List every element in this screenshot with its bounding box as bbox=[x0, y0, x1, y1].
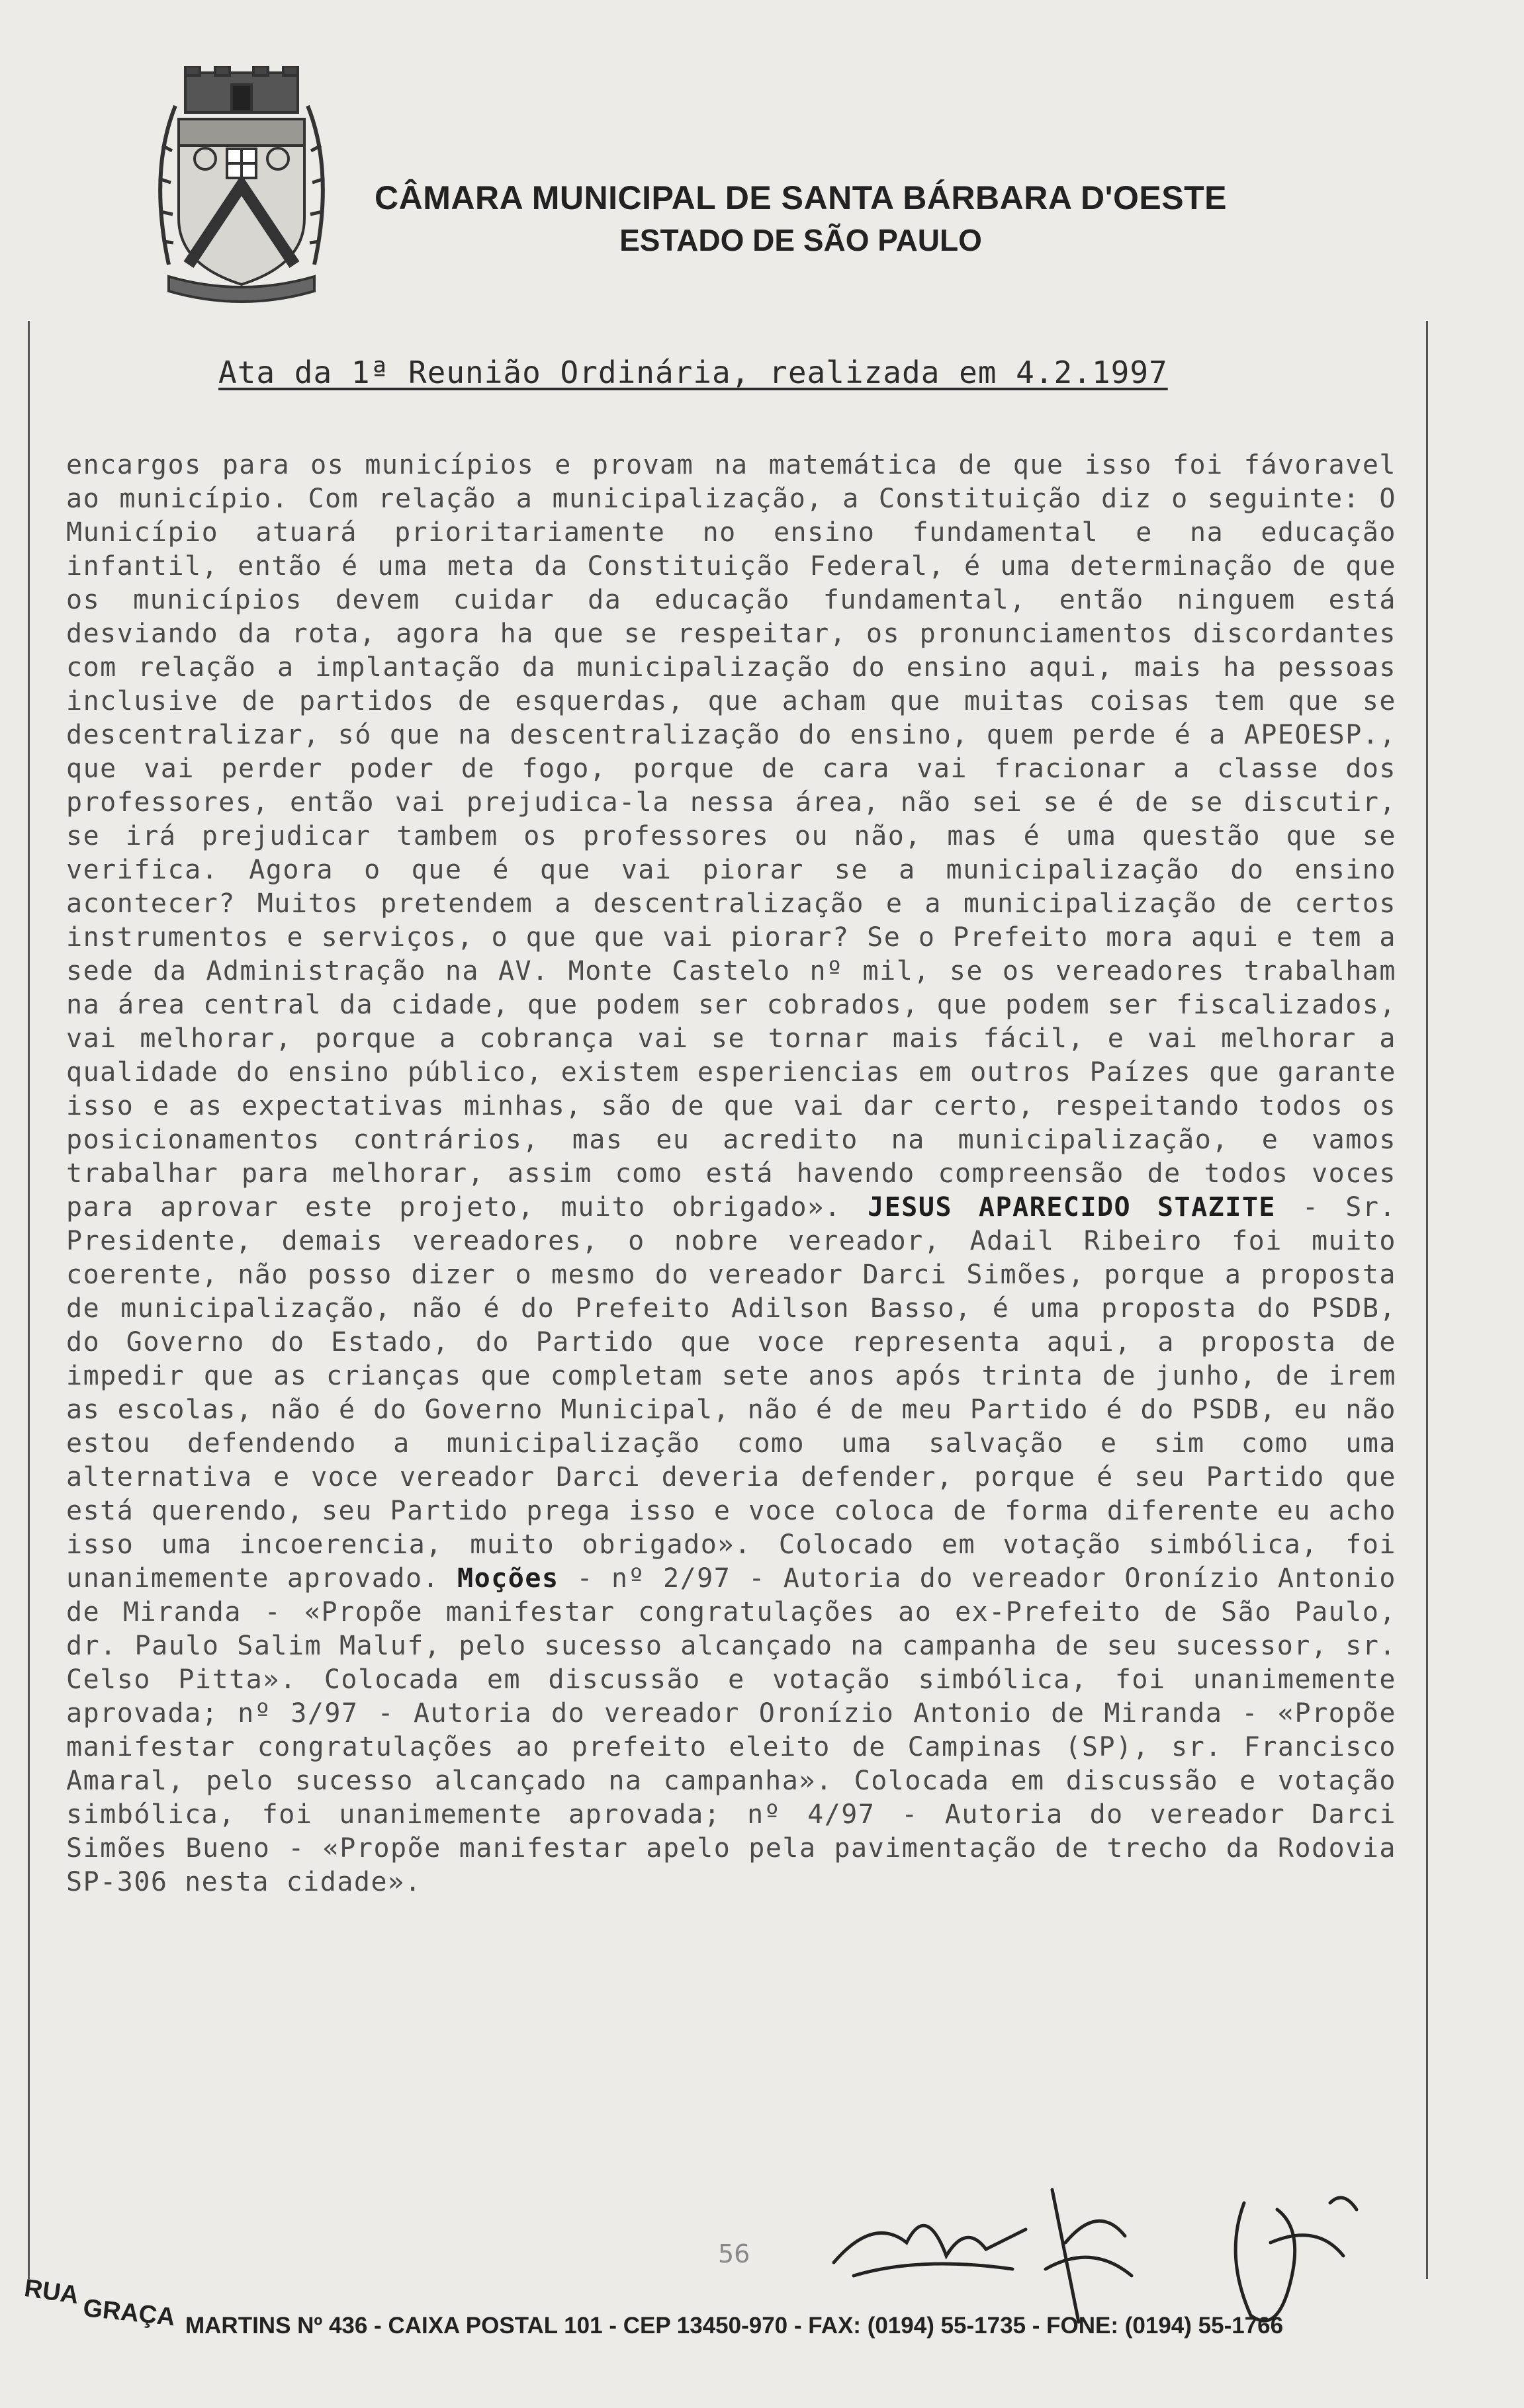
minutes-body bbox=[66, 449, 1396, 2175]
body-paragraph-2: - Sr. Presidente, demais vereadores, o nobre vereador, Adail Ribeiro foi muito coerente, não posso dizer o mesmo do vereador Darci Simões, porque a proposta de municipalização, não é do Prefeito Adilson Basso, é uma proposta do PSDB, do Governo do Estado, do Partido que voce representa aqui, a proposta de impedir que as crianças que completam sete anos após trinta de junho, de irem as escolas, não é do Governo Municipal, não é de meu Partido é do PSDB, eu não estou defendendo a municipalização como uma salvação e sim como uma alternativa e voce vereador Darci deveria defender, porque é seu Partido que está querendo, seu Partido prega isso e voce coloca de forma diferente eu acho isso uma incoerencia, muito obrigado». Colocado em votação simbólica, foi unanimemente aprovado. bbox=[66, 1192, 1396, 1594]
right-margin-rule bbox=[1426, 321, 1428, 2279]
mocoes-label: Moções bbox=[457, 1563, 559, 1594]
footer-contact: MARTINS Nº 436 - CAIXA POSTAL 101 - CEP 13450-970 - FAX: (0194) 55-1735 - FONE: (0194) 55-1766 bbox=[185, 2313, 1284, 2339]
footer-graca: GRAÇA bbox=[81, 2294, 177, 2332]
page-number: 56 bbox=[718, 2239, 750, 2268]
body-paragraph-1: encargos para os municípios e provam na matemática de que isso foi fávoravel ao município. Com relação a municipalização, a Constituição diz o seguinte: O Município atuará prioritariamente no ensino fundamental e na educação infantil, então é uma meta da Constituição Federal, é uma determinação de que os municípios devem cuidar da educação fundamental, então ninguem está desviando da rota, agora ha que se respeitar, os pronunciamentos discordantes com relação a implantação da municipalização do ensino aqui, mais ha pessoas inclusive de partidos de esquerdas, que acham que muitas coisas tem que se descentralizar, só que na descentralização do ensino, quem perde é a APEOESP., que vai perder poder de fogo, porque de cara vai fracionar a classe dos professores, então vai prejudica-la nessa área, não sei se é de se discutir, se irá prejudicar tambem os professores ou não, mas é uma questão que se verifica. Agora o que é que vai piorar se a municipalização do ensino acontecer? Muitos pretendem a descentralização e a municipalização de certos instrumentos e serviços, o que que vai piorar? Se o Prefeito mora aqui e tem a sede da Administração na AV. Monte Castelo nº mil, se os vereadores trabalham na área central da cidade, que podem ser cobrados, que podem ser fiscalizados, vai melhorar, porque a cobrança vai se tornar mais fácil, e vai melhorar a qualidade do ensino público, existem esperiencias em outros Paízes que garante isso e as expectativas minhas, são de que vai dar certo, respeitando todos os posicionamentos contrários, mas eu acredito na municipalização, e vamos trabalhar para melhorar, assim como está havendo compreensão de todos voces para aprovar este projeto, muito obrigado». bbox=[66, 450, 1396, 1223]
letterhead bbox=[371, 179, 1231, 258]
state-name: ESTADO DE SÃO PAULO bbox=[619, 223, 982, 257]
body-paragraph-3: - nº 2/97 - Autoria do vereador Oronízio Antonio de Miranda - «Propõe manifestar congratulações ao ex-Prefeito de São Paulo, dr. Paulo Salim Maluf, pelo sucesso alcançado na campanha de seu sucessor, sr. Celso Pitta». Colocada em discussão e votação simbólica, foi unanimemente aprovada; nº 3/97 - Autoria do vereador Oronízio Antonio de Miranda - «Propõe manifestar congratulações ao prefeito eleito de Campinas (SP), sr. Francisco Amaral, pelo sucesso alcançado na campanha». Colocada em discussão e votação simbólica, foi unanimemente aprovada; nº 4/97 - Autoria do vereador Darci Simões Bueno - «Propõe manifestar apelo pela pavimentação de trecho da Rodovia SP-306 nesta cidade». bbox=[66, 1563, 1396, 1897]
footer-rua: RUA bbox=[22, 2274, 81, 2310]
speaker-name: JESUS APARECIDO STAZITE bbox=[868, 1192, 1277, 1223]
left-margin-rule bbox=[28, 321, 30, 2279]
minutes-title: Ata da 1ª Reunião Ordinária, realizada em 4.2.1997 bbox=[218, 355, 1168, 390]
coat-of-arms-icon bbox=[149, 66, 334, 304]
institution-name: CÂMARA MUNICIPAL DE SANTA BÁRBARA D'OESTE bbox=[375, 179, 1227, 216]
footer-address bbox=[22, 2274, 1496, 2354]
